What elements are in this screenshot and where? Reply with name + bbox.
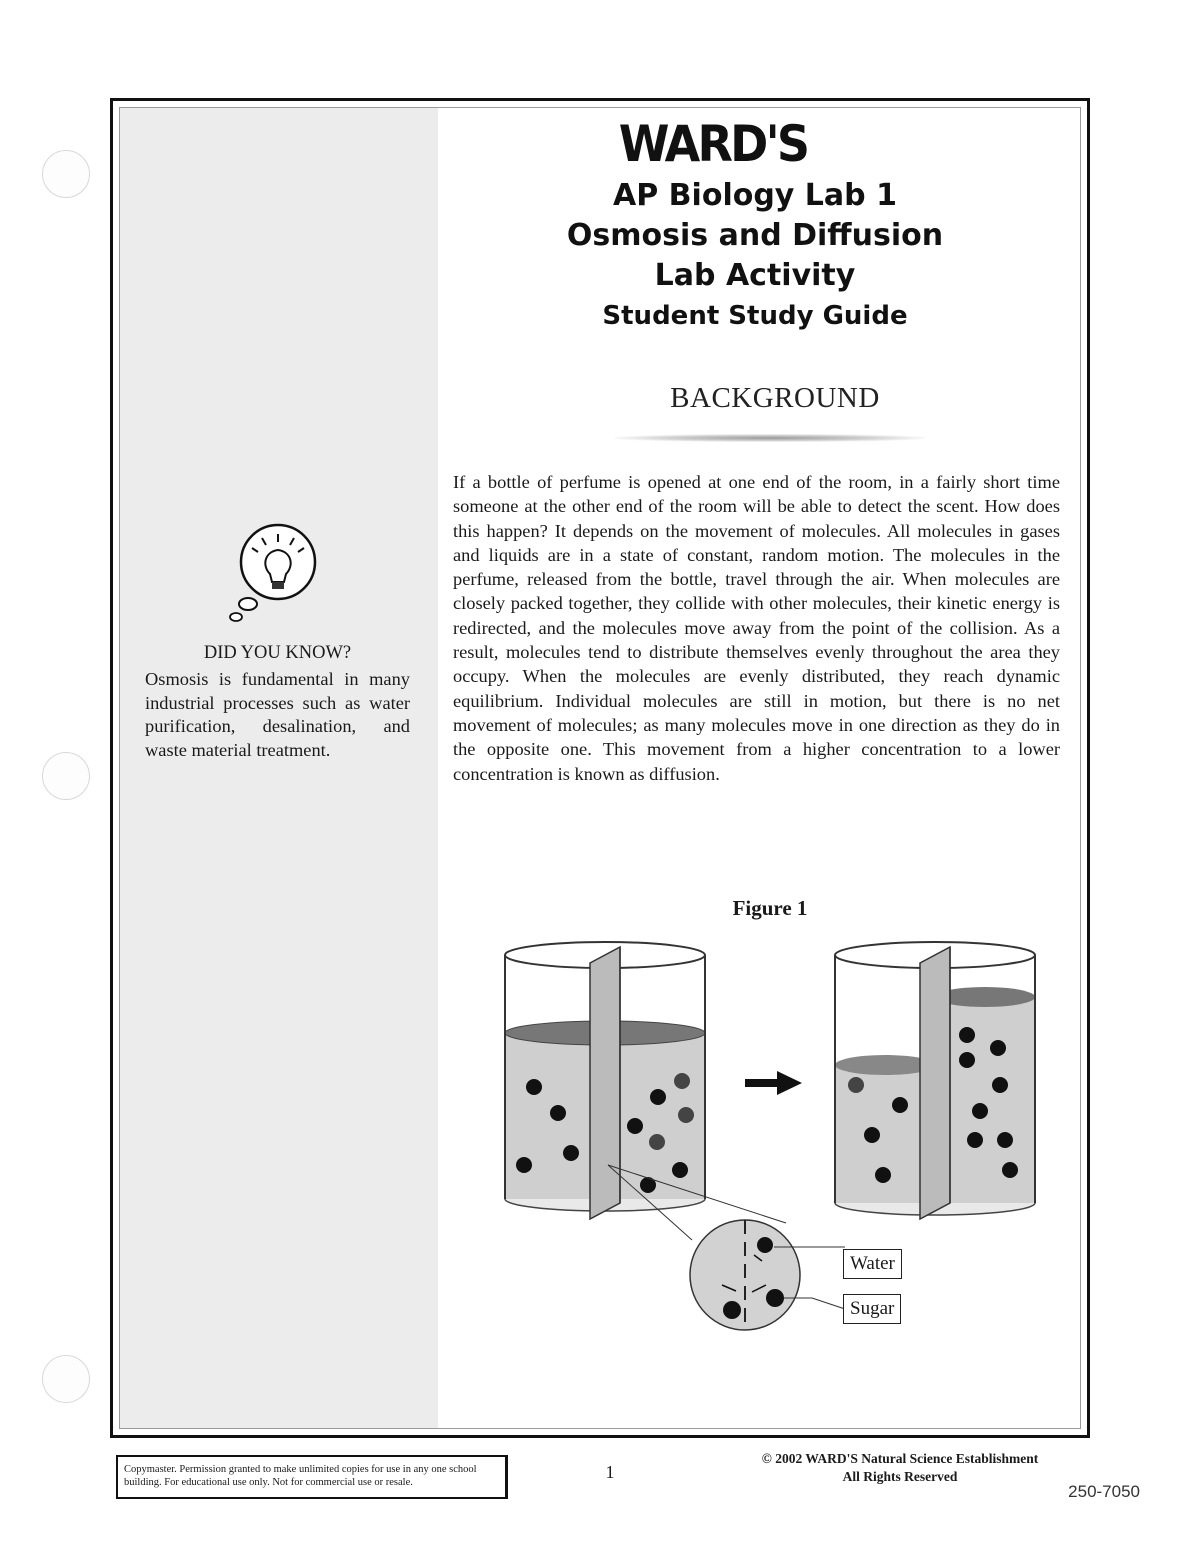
- title-line-3: Lab Activity: [654, 258, 856, 293]
- beaker-before: [505, 942, 705, 1219]
- page-number: 1: [605, 1462, 615, 1482]
- section-heading: BACKGROUND: [670, 382, 880, 414]
- wards-logo: WARD'S: [618, 115, 808, 173]
- rights-line-2: All Rights Reserved: [842, 1469, 958, 1484]
- arrow-icon: [745, 1071, 802, 1095]
- heading-divider: [615, 434, 925, 442]
- catalog-number: 250-7050: [1068, 1482, 1140, 1501]
- title-line-1: AP Biology Lab 1: [613, 178, 897, 213]
- title-line-4: Student Study Guide: [602, 301, 908, 331]
- punch-hole-top: [42, 150, 90, 198]
- figure-label: Figure 1: [732, 896, 808, 920]
- osmosis-diagram: [490, 935, 1090, 1345]
- rights-notice: [700, 1450, 1100, 1486]
- background-paragraph: If a bottle of perfume is opened at one end of the room, in a fairly short time someone at the other end of the room will be able to detect the scent. How does this happen? It depends on the movement of molecules. All molecules in gases and liquids are in a state of constant, random motion. The molecules in the perfume, released from the bottle, travel through the air. When molecules are closely packed together, they collide with other molecules, their kinetic energy is redirected, and the molecules move away from the point of the collision. As a result, molecules tend to distribute themselves evenly throughout the area they occupy. When the molecules are evenly distributed, they reach dynamic equilibrium. Individual molecules are still in motion, but there is no net movement of molecules; as many molecules move in one direction as they do in the opposite one. This movement from a higher concentration to a lower concentration is known as diffusion.: [453, 472, 1060, 784]
- copymaster-notice: Copymaster. Permission granted to make unlimited copies for use in any one school building. For educational use only. Not for commercial use or resale.: [116, 1455, 508, 1499]
- punch-hole-bottom: [42, 1355, 90, 1403]
- legend-water: Water: [843, 1249, 902, 1279]
- did-you-know-heading: DID YOU KNOW?: [203, 643, 352, 663]
- lightbulb-icon: [222, 522, 332, 630]
- rights-line-1: © 2002 WARD'S Natural Science Establishment: [761, 1451, 1039, 1466]
- beaker-after: [835, 942, 1035, 1219]
- legend-sugar: Sugar: [843, 1294, 901, 1324]
- sidebar-panel: [120, 108, 438, 1428]
- did-you-know-text: Osmosis is fundamental in many industrial processes such as water purification, desalination, and waste material treatment.: [145, 669, 410, 760]
- title-line-2: Osmosis and Diffusion: [566, 218, 944, 253]
- punch-hole-middle: [42, 752, 90, 800]
